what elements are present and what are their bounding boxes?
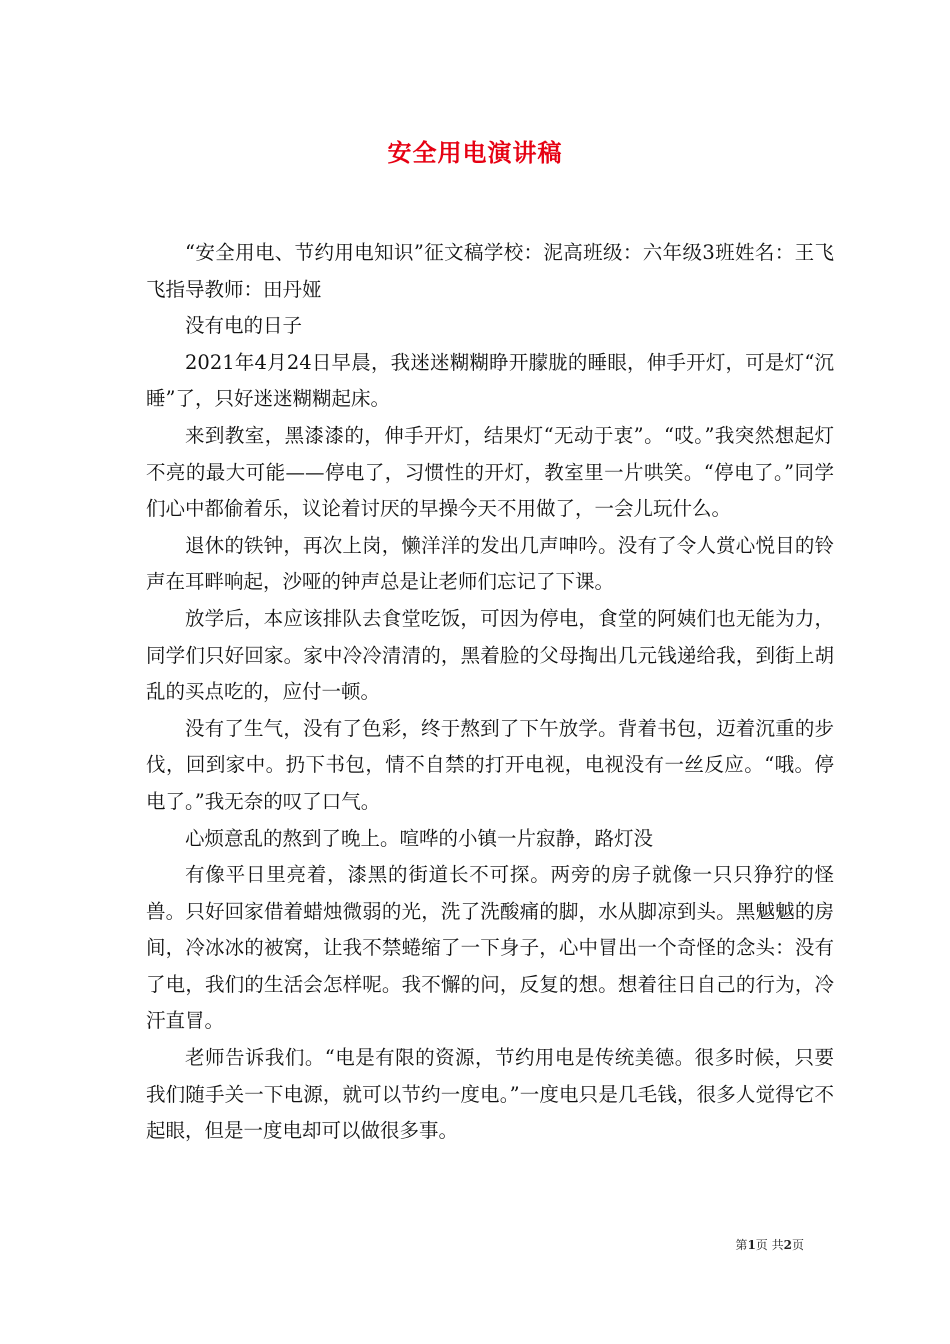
paragraph: 来到教室，黑漆漆的，伸手开灯，结果灯“无动于衷”。“哎。”我突然想起灯不亮的最大可能——停电了，习惯性的开灯，教室里一片哄笑。“停电了。”同学们心中都偷着乐，议论着讨厌的早操今天不用做了，一会儿玩什么。 [146, 423, 834, 521]
paragraph-header-info: “安全用电、节约用电知识”征文稿学校：泥高班级：六年级3班姓名：王飞飞指导教师：田丹娅 [146, 241, 834, 301]
paragraph: 放学后，本应该排队去食堂吃饭，可因为停电，食堂的阿姨们也无能为力，同学们只好回家。家中冷冷清清的，黑着脸的父母掏出几元钱递给我，到街上胡乱的买点吃的，应付一顿。 [146, 606, 834, 704]
paragraph: 老师告诉我们。“电是有限的资源，节约用电是传统美德。很多时候，只要我们随手关一下电源，就可以节约一度电。”一度电只是几毛钱，很多人觉得它不起眼，但是一度电却可以做很多事。 [146, 1046, 834, 1143]
paragraph: 退休的铁钟，再次上岗，懒洋洋的发出几声呻吟。没有了令人赏心悦目的铃声在耳畔响起，沙哑的钟声总是让老师们忘记了下课。 [146, 533, 834, 594]
footer-middle: 页 共 [755, 1238, 784, 1252]
footer-prefix: 第 [735, 1238, 748, 1252]
paragraph: 没有了生气，没有了色彩，终于熬到了下午放学。背着书包，迈着沉重的步伐，回到家中。扔下书包，情不自禁的打开电视，电视没有一丝反应。“哦。停电了。”我无奈的叹了口气。 [146, 716, 834, 813]
document-body [146, 235, 834, 1150]
footer-suffix: 页 [791, 1238, 804, 1252]
paragraph: 心烦意乱的熬到了晚上。喧哗的小镇一片寂静，路灯没 [185, 826, 654, 850]
paragraph-subtitle: 没有电的日子 [185, 314, 303, 338]
paragraph: 有像平日里亮着，漆黑的街道长不可探。两旁的房子就像一只只狰狞的怪兽。只好回家借着蜡烛微弱的光，洗了洗酸痛的脚，水从脚凉到头。黑魆魆的房间，冷冰冰的被窝，让我不禁蜷缩了一下身子，心中冒出一个奇怪的念头：没有了电，我们的生活会怎样呢。我不懈的问，反复的想。想着往日自己的行为，冷汗直冒。 [146, 863, 834, 1033]
paragraph: 2021年4月24日早晨，我迷迷糊糊睁开朦胧的睡眼，伸手开灯，可是灯“沉睡”了，只好迷迷糊糊起床。 [146, 350, 834, 411]
footer-total-pages: 2 [783, 1238, 792, 1252]
document-title: 安全用电演讲稿 [387, 138, 563, 167]
page-number-footer [735, 1236, 804, 1253]
footer-current-page: 1 [747, 1238, 756, 1252]
